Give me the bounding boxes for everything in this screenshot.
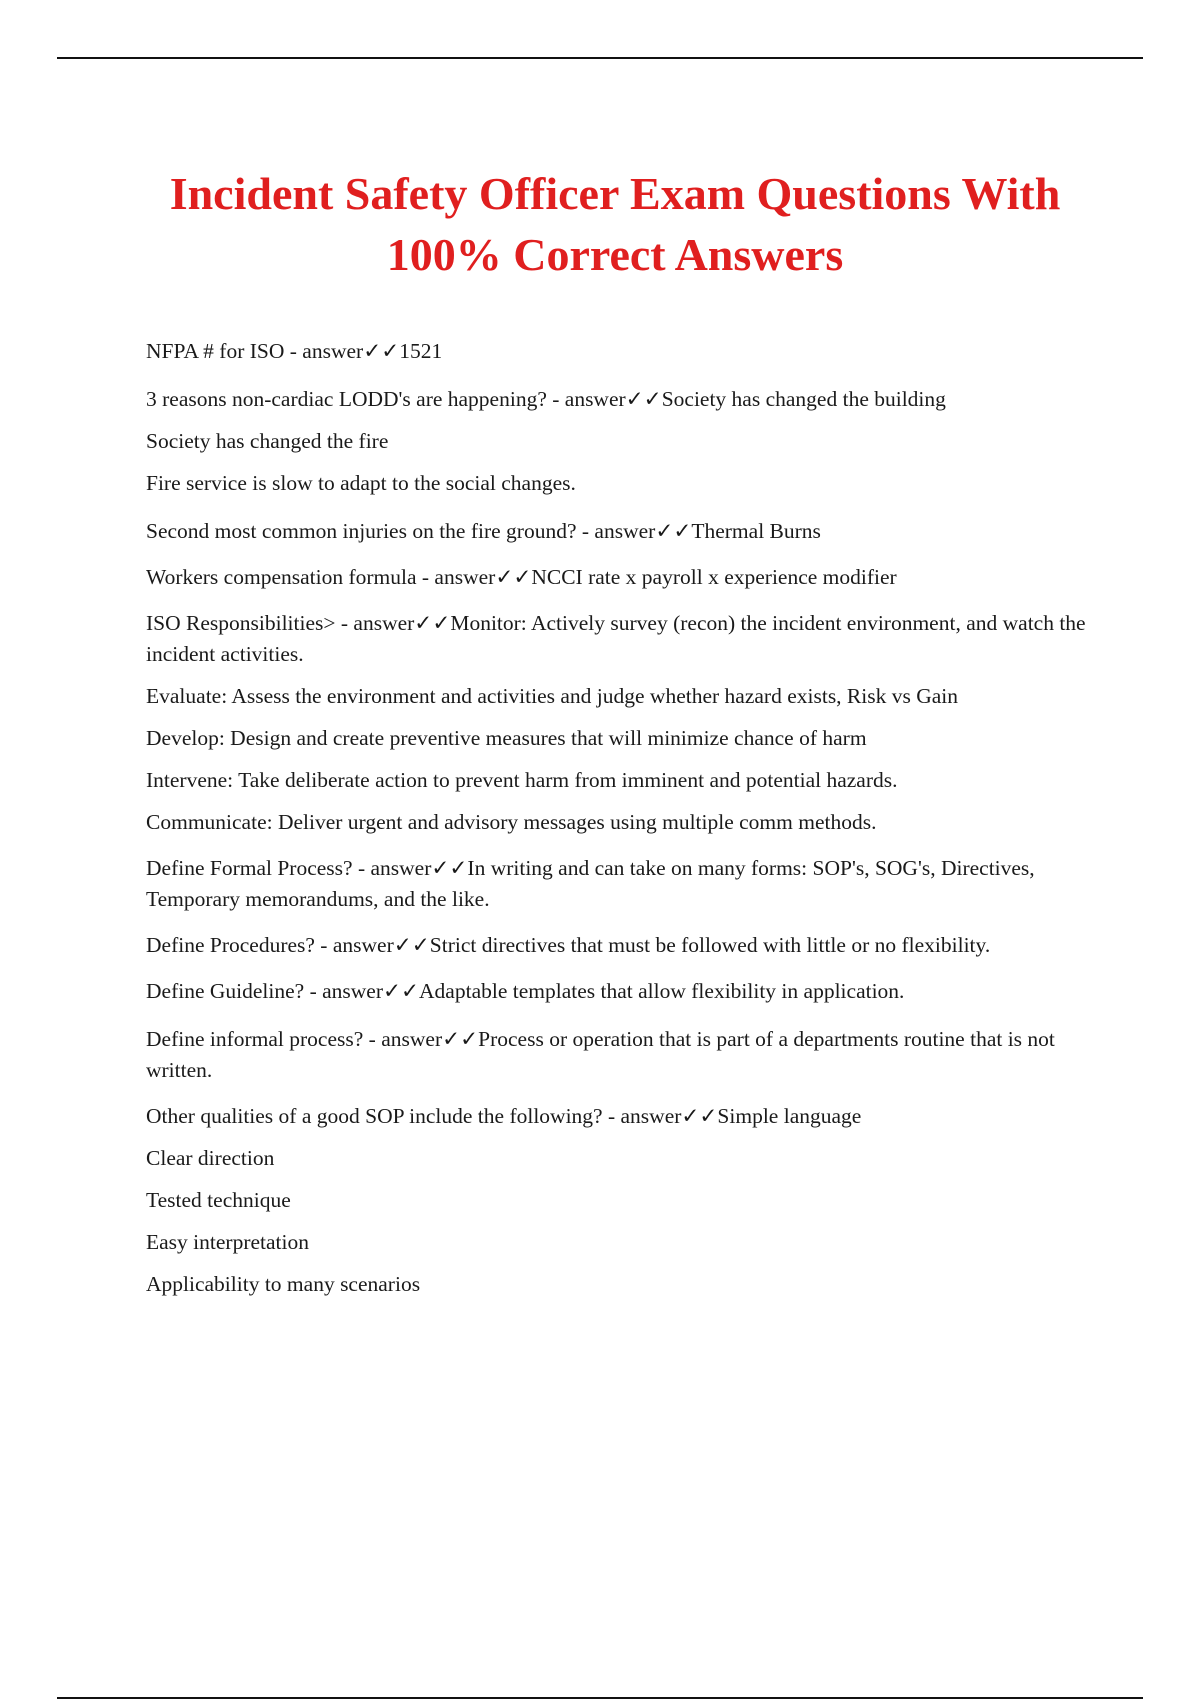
title-line-2: 100% Correct Answers <box>386 229 844 280</box>
paragraph: Second most common injuries on the fire ground? - answer✓✓Thermal Burns <box>146 519 821 543</box>
paragraph: Other qualities of a good SOP include the following? - answer✓✓Simple language <box>146 1104 862 1128</box>
title-line-1: Incident Safety Officer Exam Questions With <box>169 168 1061 219</box>
paragraph: Define Formal Process? - answer✓✓In writing and can take on many forms: SOP's, SOG's, Directives, Temporary memorandums, and the like. <box>146 856 1035 911</box>
paragraph: Define Guideline? - answer✓✓Adaptable templates that allow flexibility in application. <box>146 979 905 1003</box>
paragraph: Society has changed the fire <box>146 429 389 453</box>
paragraph: Fire service is slow to adapt to the social changes. <box>146 471 576 495</box>
paragraph: Define Procedures? - answer✓✓Strict directives that must be followed with little or no flexibility. <box>146 933 991 957</box>
paragraph: NFPA # for ISO - answer✓✓1521 <box>146 339 443 363</box>
paragraph: Define informal process? - answer✓✓Process or operation that is part of a departments routine that is not written. <box>146 1027 1055 1082</box>
paragraph: ISO Responsibilities> - answer✓✓Monitor: Actively survey (recon) the incident environment, and watch the incident activities. <box>146 611 1086 666</box>
bottom-rule <box>57 1697 1143 1699</box>
paragraph: Workers compensation formula - answer✓✓NCCI rate x payroll x experience modifier <box>146 565 897 589</box>
paragraph: Evaluate: Assess the environment and activities and judge whether hazard exists, Risk vs Gain <box>146 684 959 708</box>
paragraph: Clear direction <box>146 1146 275 1170</box>
paragraph: Intervene: Take deliberate action to prevent harm from imminent and potential hazards. <box>146 768 898 792</box>
paragraph: Applicability to many scenarios <box>146 1272 421 1296</box>
top-rule <box>57 57 1143 59</box>
document-body <box>146 336 1086 1300</box>
document-title <box>100 163 1130 285</box>
paragraph: Communicate: Deliver urgent and advisory messages using multiple comm methods. <box>146 810 877 834</box>
paragraph: 3 reasons non-cardiac LODD's are happening? - answer✓✓Society has changed the building <box>146 387 946 411</box>
paragraph: Tested technique <box>146 1188 291 1212</box>
paragraph: Easy interpretation <box>146 1230 309 1254</box>
paragraph: Develop: Design and create preventive measures that will minimize chance of harm <box>146 726 867 750</box>
